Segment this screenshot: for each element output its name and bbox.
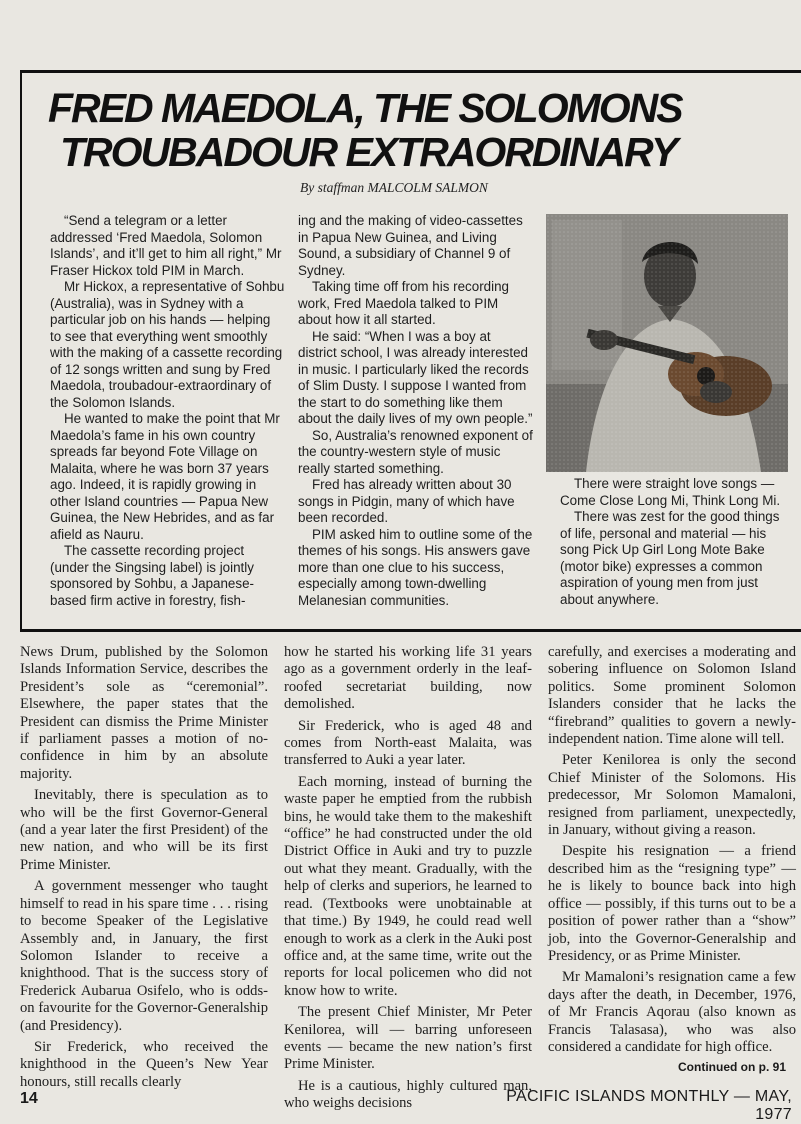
paragraph: Sir Frederick, who is aged 48 and comes from North-east Malaita, was transferred to Auki a year later. — [284, 717, 532, 769]
musician-photo — [546, 214, 788, 472]
paragraph: There were straight love songs — Come Close Long Mi, Think Long Mi. — [560, 476, 781, 508]
paragraph: There was zest for the good things of life, personal and material — his song Pick Up Girl Long Mote Bake (motor bike) expresses a common aspiration of young men from just about anywhere. — [560, 509, 780, 607]
paragraph: Sir Frederick, who received the knighthood in the Queen’s New Year honours, still recalls clearly — [20, 1038, 268, 1090]
paragraph: Mr Mamaloni’s resignation came a few days after the death, in December, 1976, of Mr Francis Aqorau (also known as Francis Talasasa), who was also considered a candidate for high office. — [548, 969, 796, 1055]
paragraph: So, Australia’s renowned exponent of the country-western style of music really started something. — [298, 427, 533, 476]
paragraph: Fred has already written about 30 songs in Pidgin, many of which have been recorded. — [298, 477, 515, 525]
paragraph: He is a cautious, highly cultured man, who weighs decisions — [284, 1077, 532, 1112]
paragraph: carefully, and exercises a moderating and sobering influence on Solomon Island politics. Some prominent Solomon Islanders consider that he lacks the “firebrand” qualities to govern a newly-independent nation. Time alone will tell. — [548, 644, 796, 748]
page-number: 14 — [20, 1090, 38, 1107]
paragraph: He wanted to make the point that Mr Maedola’s fame in his own country spreads far beyond Fote Village on Malaita, where he was born 37 years ago. Indeed, it is rapidly growing in other Island countries — Papua New Guinea, the New Hebrides, and as far afield as Nauru. — [50, 411, 280, 542]
paragraph: Despite his resignation — a friend described him as the “resigning type” — he is likely to bounce back into high office — possibly, if this turns out to be a position of power rather than a “show” job, into the Governor-Generalship and Presidency, or as Prime Minister. — [548, 843, 796, 964]
continued-notice: Continued on p. 91 — [678, 1060, 786, 1074]
paragraph: how he started his working life 31 years ago as a government orderly in the leaf-roofed secretariat building, now demolished. — [284, 644, 532, 713]
headline-line-2: TROUBADOUR EXTRAORDINARY — [60, 129, 677, 175]
paragraph: News Drum, published by the Solomon Islands Information Service, describes the President’s sole as “ceremonial”. Elsewhere, the paper states that the President can dismiss the Prime Minister if parliament passes a motion of no-confidence in him by an absolute majority. — [20, 644, 268, 782]
article-column-3 — [548, 644, 796, 1060]
paragraph: Peter Kenilorea is only the second Chief Minister of the Solomons. His predecessor, Mr Solomon Mamaloni, resigned from parliament, unexpectedly, in January, without giving a reason. — [548, 752, 796, 839]
headline — [48, 86, 768, 174]
publication-footer: PACIFIC ISLANDS MONTHLY — MAY, 1977 — [506, 1088, 792, 1123]
paragraph: ing and the making of video-cassettes in Papua New Guinea, and Living Sound, a subsidiary of Channel 9 of Sydney. — [298, 213, 523, 278]
byline: By staffman MALCOLM SALMON — [300, 180, 488, 195]
headline-line-1: FRED MAEDOLA, THE SOLOMONS — [48, 85, 682, 131]
paragraph: A government messenger who taught himself to read in his spare time . . . rising to become Speaker of the Legislative Assembly and, in January, the first Solomon Islander to receive a knighthood. That is the success story of Frederick Aubarua Osifelo, who is odds-on favourite for the Governor-Generalship (and Presidency). — [20, 878, 268, 1034]
story-column-1 — [50, 213, 285, 609]
paragraph: “Send a telegram or a letter addressed ‘Fred Maedola, Solomon Islands’, and it’ll get to him all right,” Mr Fraser Hickox told PIM in March. — [50, 213, 282, 278]
paragraph: Taking time off from his recording work, Fred Maedola talked to PIM about how it all started. — [298, 279, 509, 327]
article-column-2 — [284, 644, 532, 1117]
paragraph: He said: “When I was a boy at district school, I was already interested in music. I particularly liked the records of Slim Dusty. I suppose I wanted from the start to do something like them about the daily lives of my own people.” — [298, 328, 533, 426]
paragraph: Inevitably, there is speculation as to who will be the first Governor-General (and a year later the first President) of the new nation, and who will be its first Prime Minister. — [20, 787, 268, 873]
paragraph: The present Chief Minister, Mr Peter Kenilorea, will — barring unforeseen events — became the new nation’s first Prime Minister. — [284, 1004, 532, 1073]
story-column-2 — [298, 213, 533, 609]
paragraph: Mr Hickox, a representative of Sohbu (Australia), was in Sydney with a particular job on his hands — helping to see that everything went smoothly with the making of a cassette recording of 12 songs written and sung by Fred Maedola, troubadour-extraordinary of the Solomon Islands. — [50, 279, 285, 410]
paragraph: The cassette recording project (under the Singsing label) is jointly sponsored by Sohbu, a Japanese-based firm active in forestry, fish- — [50, 543, 254, 608]
photo-caption-column — [560, 476, 784, 608]
article-column-1 — [20, 644, 268, 1095]
paragraph: Each morning, instead of burning the waste paper he emptied from the rubbish bins, he would take them to the makeshift “office” he had constructed under the old District Office in Auki and try to puzzle out what they meant. Gradually, with the help of clerks and superiors, he learned to read. (Textbooks were unobtainable at that time.) By 1949, he could read well enough to work as a clerk in the Auki post office and, at the same time, write out the reports for local policemen who did not know how to write. — [284, 773, 532, 999]
paragraph: PIM asked him to outline some of the themes of his songs. His answers gave more than one clue to his success, especially among town-dwelling Melanesian communities. — [298, 526, 533, 608]
